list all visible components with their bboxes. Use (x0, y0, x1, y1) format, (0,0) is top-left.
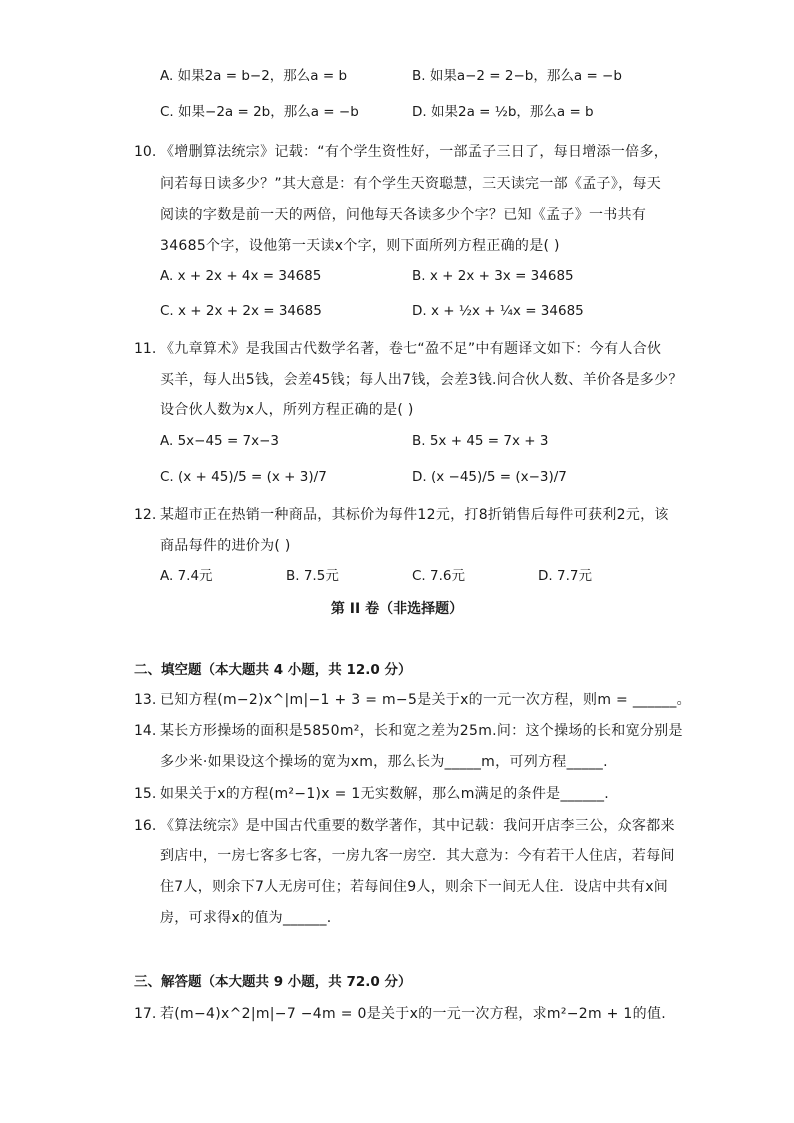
q11-line-3: 设合伙人数为x人，所列方程正确的是( ) (160, 402, 414, 418)
q11-option-a: A. 5x−45 = 7x−3 (160, 433, 280, 449)
q10-line-1: 《增删算法统宗》记载：“有个学生资性好，一部孟子三日了，每日增添一倍多， (160, 144, 669, 160)
q16-line-1: 《算法统宗》是中国古代重要的数学著作，其中记载：我问开店李三公，众客都来 (160, 818, 675, 834)
q11-line-1: 《九章算术》是我国古代数学名著，卷七“盈不足”中有题译文如下：今有人合伙 (160, 341, 662, 357)
q12-option-a: A. 7.4元 (160, 568, 213, 584)
q10-line-2: 问若每日读多少？”其大意是：有个学生天资聪慧，三天读完一部《孟子》，每天 (160, 176, 662, 192)
q16-number: 16. (134, 818, 157, 834)
q15-number: 15. (134, 786, 157, 802)
q10-line-4: 34685个字，设他第一天读x个字，则下面所列方程正确的是( ) (160, 238, 560, 254)
q11-number: 11. (134, 341, 157, 357)
q12-line-1: 某超市正在热销一种商品，其标价为每件12元，打8折销售后每件可获利2元，该 (160, 507, 669, 523)
q11-line-2: 买羊，每人出5钱，会差45钱；每人出7钱，会差3钱.问合伙人数、羊价各是多少？ (160, 372, 683, 388)
q11-option-c: C. (x + 45)/5 = (x + 3)/7 (160, 469, 327, 485)
q12-option-d: D. 7.7元 (538, 568, 592, 584)
q15-text: 如果关于x的方程(m²−1)x = 1无实数解，那么m满足的条件是______. (160, 786, 610, 802)
q12-line-2: 商品每件的进价为( ) (160, 538, 291, 554)
q12-option-b: B. 7.5元 (286, 568, 339, 584)
q16-line-4: 房，可求得x的值为______. (160, 910, 332, 926)
q14-line-2: 多少米·如果设这个操场的宽为xm，那么长为_____m，可列方程_____. (160, 754, 608, 770)
q11-option-d: D. (x −45)/5 = (x−3)/7 (412, 469, 567, 485)
q10-line-3: 阅读的字数是前一天的两倍，问他每天各读多少个字？已知《孟子》一书共有 (160, 207, 647, 223)
q14-number: 14. (134, 723, 157, 739)
section2-heading: 二、填空题（本大题共 4 小题，共 12.0 分） (134, 662, 412, 678)
section3-heading: 三、解答题（本大题共 9 小题，共 72.0 分） (134, 974, 412, 990)
q10-option-d: D. x + ½x + ¼x = 34685 (412, 303, 584, 319)
q16-line-2: 到店中，一房七客多七客，一房九客一房空．其大意为：今有若干人住店，若每间 (160, 848, 675, 864)
q13-number: 13. (134, 692, 157, 708)
q10-number: 10. (134, 144, 157, 160)
q12-option-c: C. 7.6元 (412, 568, 465, 584)
q17-text: 若(m−4)x^2|m|−7 −4m = 0是关于x的一元一次方程，求m²−2m + 1的值. (160, 1006, 666, 1022)
q10-option-c: C. x + 2x + 2x = 34685 (160, 303, 322, 319)
q9-option-d: D. 如果2a = ½b，那么a = b (412, 104, 594, 120)
q10-option-a: A. x + 2x + 4x = 34685 (160, 268, 322, 284)
q12-number: 12. (134, 507, 157, 523)
q9-option-b: B. 如果a−2 = 2−b，那么a = −b (412, 68, 622, 84)
q13-text: 已知方程(m−2)x^|m|−1 + 3 = m−5是关于x的一元一次方程，则m = ______。 (160, 692, 691, 708)
q9-option-a: A. 如果2a = b−2，那么a = b (160, 68, 348, 84)
q16-line-3: 住7人，则余下7人无房可住；若每间住9人，则余下一间无人住．设店中共有x间 (160, 879, 669, 895)
q10-option-b: B. x + 2x + 3x = 34685 (412, 268, 574, 284)
part2-title: 第 II 卷（非选择题） (330, 601, 464, 617)
q11-option-b: B. 5x + 45 = 7x + 3 (412, 433, 549, 449)
q17-number: 17. (134, 1006, 157, 1022)
q14-line-1: 某长方形操场的面积是5850m²，长和宽之差为25m.问：这个操场的长和宽分别是 (160, 723, 683, 739)
q9-option-c: C. 如果−2a = 2b，那么a = −b (160, 104, 359, 120)
